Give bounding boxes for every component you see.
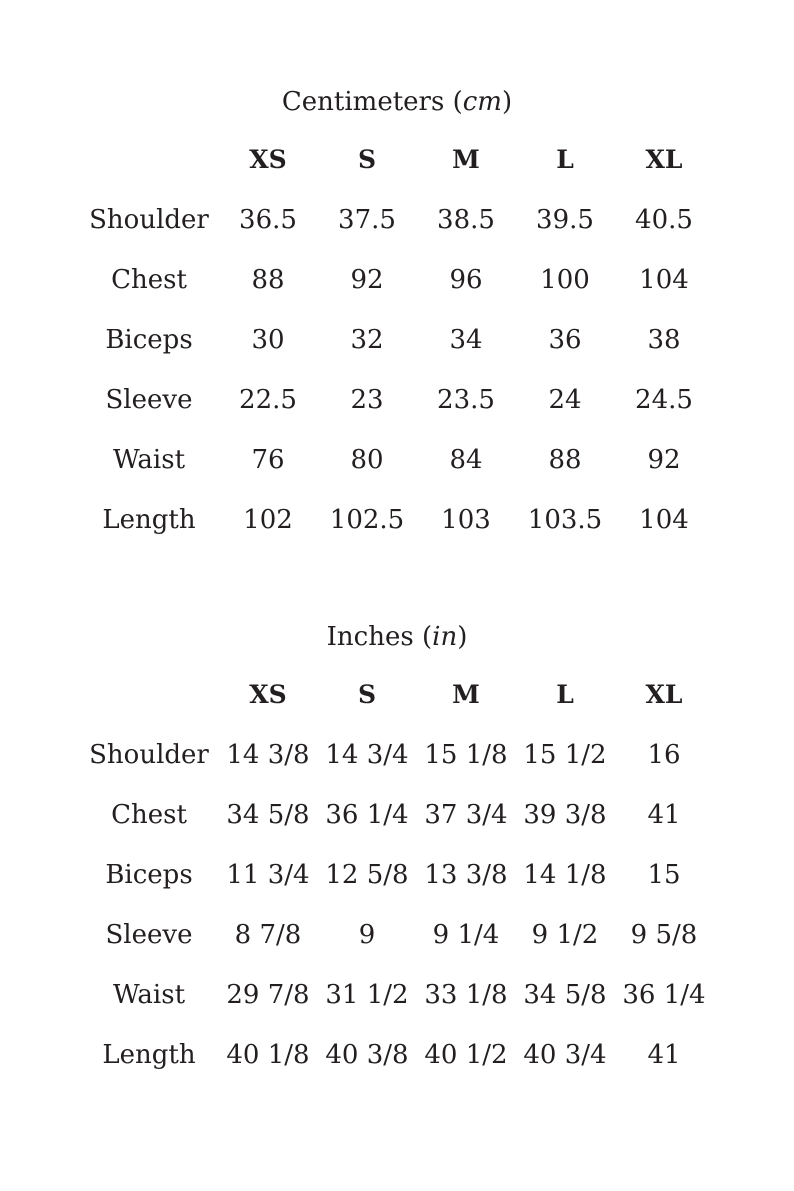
size-header: M — [452, 145, 480, 174]
table-cell: 22.5 — [239, 385, 297, 415]
size-header: S — [357, 680, 377, 709]
table-cell: 15 1/2 — [523, 740, 607, 770]
table-cell: 9 5/8 — [630, 920, 698, 950]
table-cell: 92 — [350, 265, 384, 295]
table-cell: 36 — [548, 325, 582, 355]
table-cell: 96 — [449, 265, 483, 295]
table-row — [0, 795, 794, 835]
table-cell: 41 — [647, 800, 681, 830]
size-header: S — [357, 145, 377, 174]
table-row — [0, 380, 794, 420]
table-cell: 24.5 — [635, 385, 693, 415]
row-label: Biceps — [105, 860, 193, 890]
table-cell: 38 — [647, 325, 681, 355]
table-cell: 33 1/8 — [424, 980, 508, 1010]
table-cell: 100 — [540, 265, 590, 295]
row-label: Sleeve — [105, 385, 193, 415]
table-cell: 40 3/4 — [523, 1040, 607, 1070]
row-label: Shoulder — [89, 205, 209, 235]
table-cell: 39 3/8 — [523, 800, 607, 830]
table-cell: 34 5/8 — [523, 980, 607, 1010]
table-cell: 40.5 — [635, 205, 693, 235]
size-header: L — [556, 680, 574, 709]
table-cell: 84 — [449, 445, 483, 475]
table-cell: 34 — [449, 325, 483, 355]
inches-title-text: Inches — [326, 622, 414, 652]
table-row — [0, 440, 794, 480]
size-header: XS — [249, 680, 287, 709]
table-cell: 36 1/4 — [622, 980, 706, 1010]
table-cell: 15 — [647, 860, 681, 890]
size-header: XL — [645, 145, 683, 174]
table-cell: 40 1/2 — [424, 1040, 508, 1070]
table-cell: 41 — [647, 1040, 681, 1070]
title-open-paren: ( — [421, 622, 433, 652]
table-cell: 14 3/4 — [325, 740, 409, 770]
table-row — [0, 915, 794, 955]
table-cell: 9 1/2 — [531, 920, 599, 950]
size-header-row — [0, 140, 794, 180]
size-header: XL — [645, 680, 683, 709]
table-cell: 15 1/8 — [424, 740, 508, 770]
table-cell: 24 — [548, 385, 582, 415]
row-label: Chest — [111, 265, 187, 295]
row-label: Biceps — [105, 325, 193, 355]
table-cell: 88 — [251, 265, 285, 295]
table-cell: 36 1/4 — [325, 800, 409, 830]
table-cell: 104 — [639, 505, 689, 535]
table-cell: 37 3/4 — [424, 800, 508, 830]
table-cell: 13 3/8 — [424, 860, 508, 890]
table-cell: 14 1/8 — [523, 860, 607, 890]
table-cell: 12 5/8 — [325, 860, 409, 890]
table-cell: 40 3/8 — [325, 1040, 409, 1070]
row-label: Length — [102, 1040, 196, 1070]
table-row — [0, 260, 794, 300]
table-cell: 11 3/4 — [226, 860, 310, 890]
table-row — [0, 1035, 794, 1075]
row-label: Length — [102, 505, 196, 535]
row-label: Waist — [112, 445, 186, 475]
table-cell: 76 — [251, 445, 285, 475]
table-cell: 8 7/8 — [234, 920, 302, 950]
centimeters-unit: cm — [462, 87, 502, 117]
table-cell: 88 — [548, 445, 582, 475]
table-row — [0, 320, 794, 360]
centimeters-title — [0, 80, 794, 124]
centimeters-title-text: Centimeters — [281, 87, 445, 117]
size-header: L — [556, 145, 574, 174]
row-label: Waist — [112, 980, 186, 1010]
table-cell: 104 — [639, 265, 689, 295]
table-cell: 16 — [647, 740, 681, 770]
table-cell: 23.5 — [437, 385, 495, 415]
row-label: Shoulder — [89, 740, 209, 770]
table-cell: 103.5 — [527, 505, 603, 535]
table-cell: 14 3/8 — [226, 740, 310, 770]
table-row — [0, 200, 794, 240]
table-cell: 9 — [358, 920, 376, 950]
size-header: XS — [249, 145, 287, 174]
table-cell: 37.5 — [338, 205, 396, 235]
row-label: Chest — [111, 800, 187, 830]
table-cell: 34 5/8 — [226, 800, 310, 830]
size-header: M — [452, 680, 480, 709]
table-cell: 103 — [441, 505, 491, 535]
table-cell: 36.5 — [239, 205, 297, 235]
title-close-paren: ) — [457, 622, 468, 652]
table-cell: 102.5 — [329, 505, 405, 535]
table-cell: 80 — [350, 445, 384, 475]
table-cell: 92 — [647, 445, 681, 475]
title-close-paren: ) — [501, 87, 513, 117]
row-label: Sleeve — [105, 920, 193, 950]
table-cell: 29 7/8 — [226, 980, 310, 1010]
table-cell: 31 1/2 — [325, 980, 409, 1010]
table-cell: 32 — [350, 325, 384, 355]
table-row — [0, 735, 794, 775]
table-cell: 23 — [350, 385, 384, 415]
table-row — [0, 975, 794, 1015]
size-header-row — [0, 675, 794, 715]
inches-unit: in — [432, 622, 458, 652]
table-cell: 9 1/4 — [432, 920, 500, 950]
table-cell: 39.5 — [536, 205, 594, 235]
inches-title — [0, 615, 794, 659]
table-row — [0, 500, 794, 540]
title-open-paren: ( — [452, 87, 463, 117]
table-cell: 30 — [251, 325, 285, 355]
table-cell: 40 1/8 — [226, 1040, 310, 1070]
table-cell: 102 — [243, 505, 293, 535]
table-cell: 38.5 — [437, 205, 495, 235]
table-row — [0, 855, 794, 895]
